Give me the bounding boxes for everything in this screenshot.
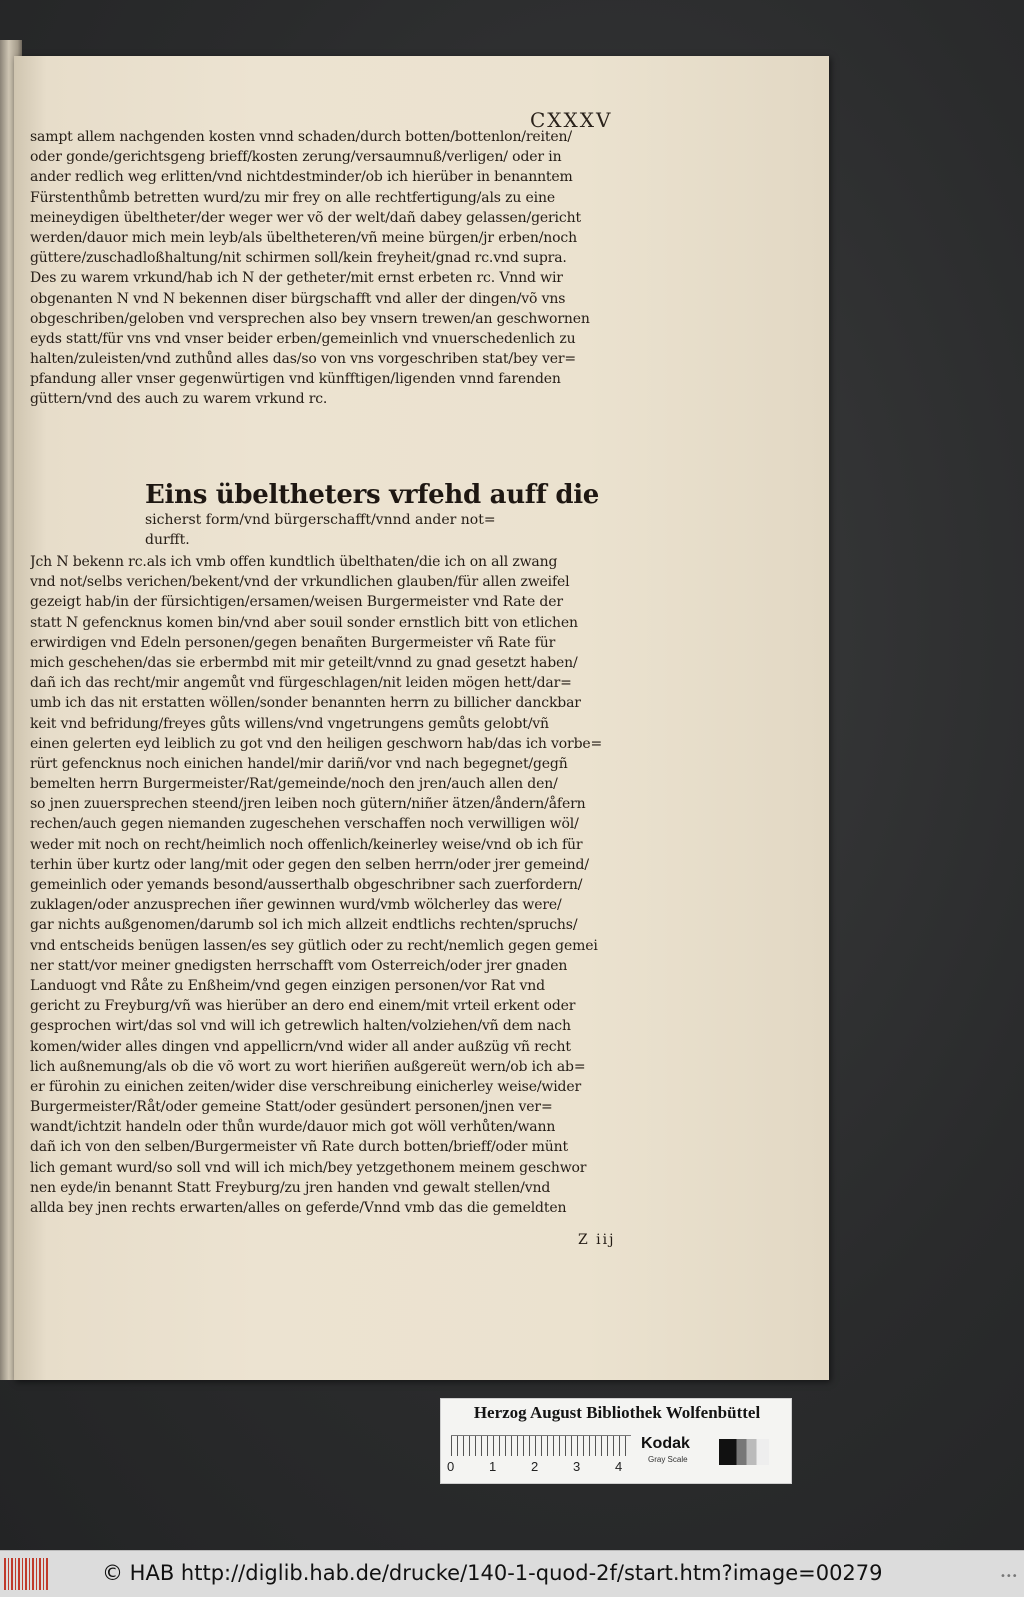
text-line: einen gelerten eyd leiblich zu got vnd den heiligen geschworn hab/das ich vorbe= — [30, 735, 603, 752]
text-line: werden/dauor mich mein leyb/als übeltheteren/vñ meine bürgen/jr erben/noch — [30, 229, 577, 246]
text-line: vnd entscheids benügen lassen/es sey gütlich oder zu recht/nemlich gegen gemei — [30, 937, 598, 954]
text-line: keit vnd befridung/freyes gůts willens/vnd vngetrungens gemůts gelobt/vñ — [30, 715, 549, 732]
text-line: gemeinlich oder yemands besond/ausserthalb obgeschribner sach zuerfordern/ — [30, 877, 583, 893]
text-line: Burgermeister/Råt/oder gemeine Statt/oder gesündert personen/jnen ver= — [30, 1099, 553, 1116]
gray-scale-swatch — [719, 1439, 769, 1465]
text-line: güttere/zuschadloßhaltung/nit schirmen soll/kein freyheit/gnad rc.vnd supra. — [30, 250, 567, 267]
text-line: meineydigen übeltheter/der weger wer võ der welt/dañ dabey gelassen/gericht — [30, 209, 581, 226]
ruler-number: 3 — [573, 1459, 581, 1474]
text-line: bemelten herrn Burgermeister/Rat/gemeinde/noch den jren/auch allen den/ — [30, 776, 558, 793]
text-line: Fürstenthůmb betretten wurd/zu mir frey on alle rechtfertigung/als zu eine — [30, 189, 555, 206]
text-line: Des zu warem vrkund/hab ich N der getheter/mit ernst erbeten rc. Vnnd wir — [30, 270, 563, 287]
text-line: ner statt/vor meiner gnedigsten herrschafft vom Osterreich/oder jrer gnaden — [30, 957, 568, 974]
text-line: umb ich das nit erstatten wöllen/sonder benannten herrn zu billicher danckbar — [30, 695, 581, 712]
text-line: gezeigt hab/in der fürsichtigen/ersamen/weisen Burgermeister vnd Rate der — [30, 594, 563, 611]
text-line: komen/wider alles dingen vnd appellicrn/vnd wider all ander außzüg vñ recht — [30, 1038, 571, 1055]
section-heading-block — [145, 480, 615, 550]
text-line: gar nichts außgenomen/darumb sol ich mich allzeit endtlichs rechten/spruchs/ — [30, 917, 578, 934]
kodak-logo: Kodak — [641, 1435, 690, 1452]
text-block-top — [30, 127, 675, 410]
text-line: halten/zuleisten/vnd zuthůnd alles das/so von vns vorgeschriben stat/bey ver= — [30, 351, 577, 368]
text-line: so jnen zuuersprechen steend/jren leiben noch gütern/niñer ätzen/åndern/åfern — [30, 796, 586, 813]
footer-copyright-link[interactable]: © HAB http://diglib.hab.de/drucke/140-1-quod-2f/start.htm?image=00279 — [102, 1561, 883, 1585]
text-line: wandt/ichtzit handeln oder thůn wurde/dauor mich got wöll verhůten/wann — [30, 1119, 556, 1136]
text-line: zuklagen/oder anzusprechen iñer gewinnen wurd/vmb wölcherley das were/ — [30, 897, 562, 914]
section-subheading — [145, 510, 615, 550]
text-line: durfft. — [145, 532, 190, 548]
text-line: eyds statt/für vns vnd vnser beider erben/gemeinlich vnd vnuerschedenlich zu — [30, 330, 576, 347]
text-line: obgeschriben/geloben vnd versprechen also bey vnsern trewen/an geschwornen — [30, 310, 590, 327]
color-calibration-card — [440, 1398, 792, 1484]
text-line: terhin über kurtz oder lang/mit oder gegen den selben herrn/oder jrer gemeind/ — [30, 856, 589, 873]
text-line: obgenanten N vnd N bekennen diser bürgschafft vnd aller der dingen/võ vns — [30, 290, 566, 307]
library-name: Herzog August Bibliothek Wolfenbüttel — [473, 1403, 761, 1422]
text-line: dañ ich von den selben/Burgermeister vñ Rate durch botten/brieff/oder münt — [30, 1139, 568, 1156]
text-line: weder mit noch on recht/heimlich noch offenlich/keinerley weise/vnd ob ich für — [30, 836, 583, 853]
text-line: gesprochen wirt/das sol vnd will ich getrewlich halten/volziehen/vñ dem nach — [30, 1018, 571, 1035]
text-block-body — [30, 552, 675, 1218]
ruler-number: 2 — [531, 1459, 539, 1474]
text-line: lich außnemung/als ob die võ wort zu wort hieriñen außgereüt wern/ob ich ab= — [30, 1058, 586, 1075]
text-line: dañ ich das recht/mir angemůt vnd fürgeschlagen/nit leiden mögen hett/dar= — [30, 675, 572, 692]
ruler-number: 4 — [615, 1459, 623, 1474]
ruler-number: 0 — [447, 1459, 455, 1474]
text-line: gericht zu Freyburg/vñ was hierüber an dero end einem/mit vrteil erkent oder — [30, 998, 576, 1015]
text-line: Jch N bekenn rc.als ich vmb offen kundtlich übelthaten/die ich on all zwang — [30, 554, 558, 570]
text-line: oder gonde/gerichtsgeng brieff/kosten zerung/versaumnuß/verligen/ oder in — [30, 149, 562, 166]
text-line: vnd not/selbs verichen/bekent/vnd der vrkundlichen glauben/für allen zweifel — [30, 574, 570, 591]
text-line: sicherst form/vnd bürgerschafft/vnnd ander not= — [145, 512, 496, 528]
more-icon: ••• — [1000, 1571, 1018, 1582]
folio-number: CXXXV — [530, 108, 613, 132]
ruler-number: 1 — [489, 1459, 497, 1474]
text-line: Landuogt vnd Råte zu Enßheim/vnd gegen einzigen personen/vor Rat vnd — [30, 977, 545, 994]
text-line: güttern/vnd des auch zu warem vrkund rc. — [30, 391, 328, 408]
text-line: nen eyde/in benannt Statt Freyburg/zu jren handen vnd gewalt stellen/vnd — [30, 1179, 551, 1196]
text-line: rürt gefencknus noch einichen handel/mir dariñ/vor vnd nach begegnet/gegñ — [30, 755, 568, 772]
section-heading: Eins übeltheters vrfehd auff die — [145, 480, 600, 510]
text-line: mich geschehen/das sie erbermbd mit mir geteilt/vnnd zu gnad gesetzt haben/ — [30, 654, 578, 671]
text-line: allda bey jnen rechts erwarten/alles on geferde/Vnnd vmb das die gemeldten — [30, 1200, 567, 1216]
text-line: rechen/auch gegen niemanden zugeschehen verschaffen noch verwilligen wöl/ — [30, 816, 579, 833]
hab-logo-icon — [4, 1558, 48, 1590]
scale-ruler — [451, 1435, 631, 1456]
text-line: erwirdigen vnd Edeln personen/gegen benañten Burgermeister vñ Rate für — [30, 634, 556, 651]
footer-bar — [0, 1550, 1024, 1597]
text-line: er fürohin zu einichen zeiten/wider dise verschreibung einicherley weise/wider — [30, 1078, 582, 1095]
text-line: statt N gefencknus komen bin/vnd aber souil sonder ernstlich bitt von etlichen — [30, 614, 578, 631]
text-line: pfandung aller vnser gegenwürtigen vnd künfftigen/ligenden vnnd farenden — [30, 371, 561, 388]
gray-scale-label: Gray Scale — [648, 1455, 688, 1464]
text-line: lich gemant wurd/so soll vnd will ich mich/bey yetzgethonem meinem geschwor — [30, 1159, 587, 1176]
signature-mark: Z iij — [578, 1232, 616, 1248]
text-line: sampt allem nachgenden kosten vnnd schaden/durch botten/bottenlon/reiten/ — [30, 129, 572, 145]
text-line: ander redlich weg erlitten/vnd nichtdestminder/ob ich hierüber in benanntem — [30, 169, 573, 186]
